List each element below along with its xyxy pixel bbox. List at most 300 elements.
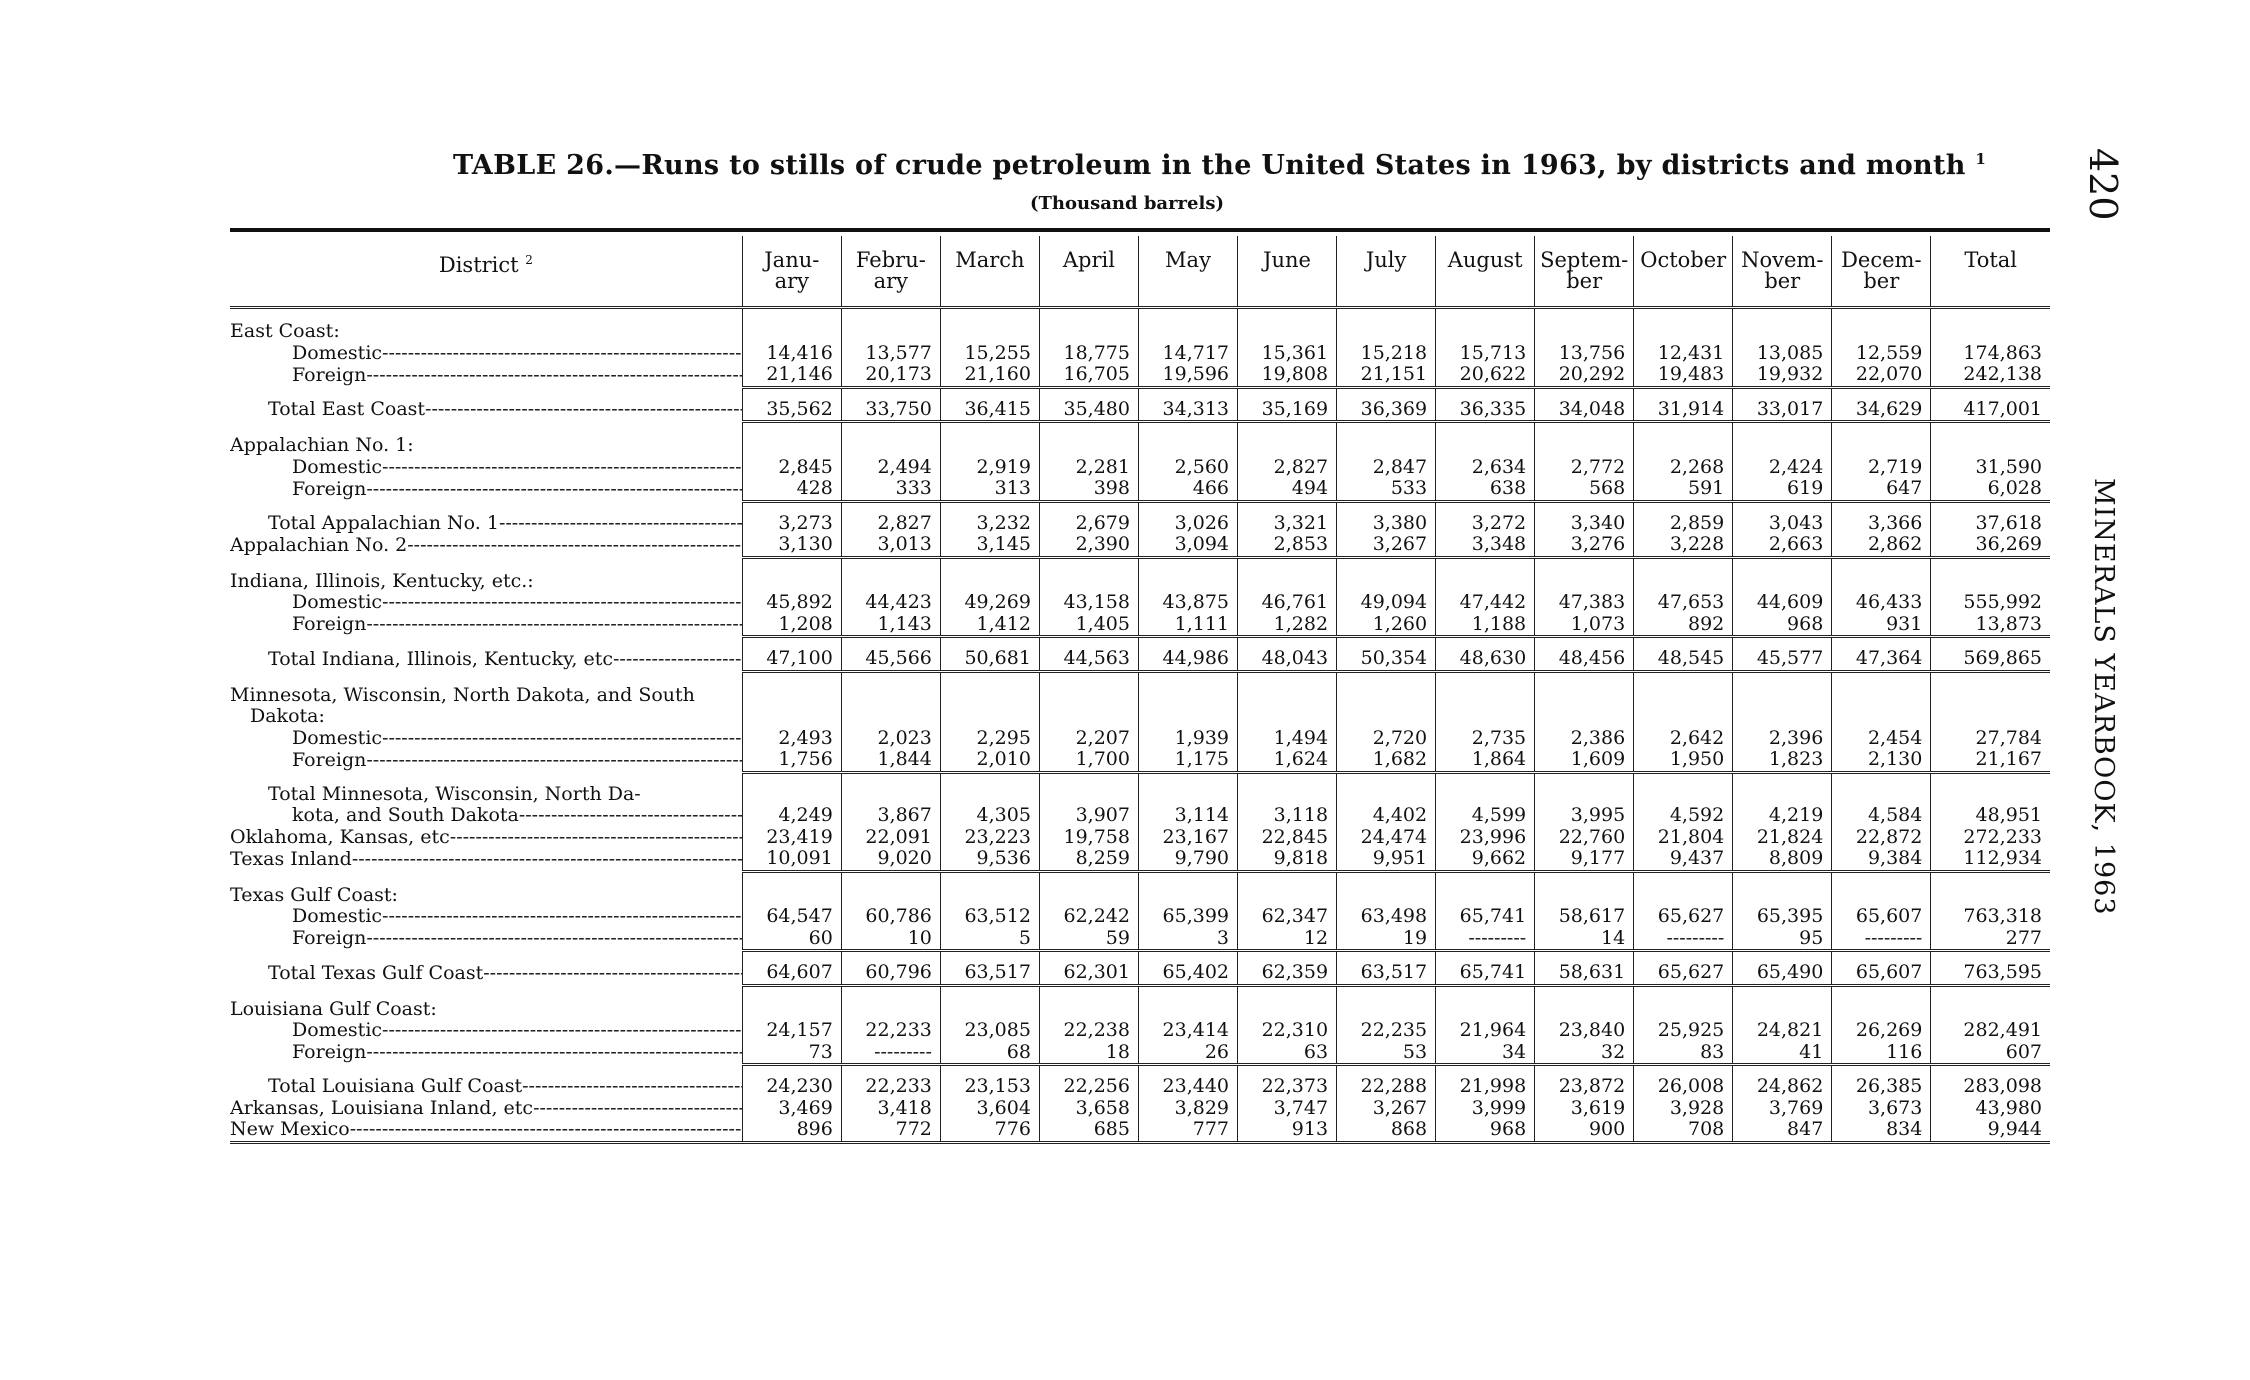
row-label: Total Appalachian No. 1 -----	[230, 513, 742, 535]
row-label: Domestic -----	[230, 457, 742, 479]
value-cell: 4,219	[1733, 805, 1832, 827]
empty-cell	[1436, 571, 1535, 593]
row-label: kota, and South Dakota -----	[230, 805, 742, 827]
value-cell: 22,070	[1832, 364, 1931, 387]
value-cell: 63,517	[1337, 962, 1436, 985]
value-cell: 26,008	[1634, 1076, 1733, 1098]
value-cell: 931	[1832, 614, 1931, 637]
total-cell: 277	[1931, 928, 2050, 951]
value-cell: 34,629	[1832, 399, 1931, 422]
total-cell: 282,491	[1931, 1020, 2050, 1042]
value-cell: 60,786	[841, 906, 940, 928]
empty-cell	[1535, 321, 1634, 343]
value-cell: 9,437	[1634, 848, 1733, 871]
value-cell: 3,267	[1337, 534, 1436, 557]
table-row	[230, 343, 2050, 365]
value-cell: 1,682	[1337, 749, 1436, 772]
value-cell: 24,230	[742, 1076, 841, 1098]
empty-cell	[1832, 685, 1931, 707]
value-cell: 868	[1337, 1119, 1436, 1142]
section-heading: Appalachian No. 1:	[230, 435, 414, 456]
empty-cell	[1733, 571, 1832, 593]
value-cell: 47,364	[1832, 648, 1931, 671]
value-cell: 3,769	[1733, 1098, 1832, 1120]
value-cell: 533	[1337, 478, 1436, 501]
value-cell: 3,380	[1337, 513, 1436, 535]
value-cell: 21,964	[1436, 1020, 1535, 1042]
section-heading-row	[230, 999, 2050, 1021]
value-cell: 9,662	[1436, 848, 1535, 871]
value-cell: 63,512	[940, 906, 1039, 928]
value-cell: 3,418	[841, 1098, 940, 1120]
value-cell: 23,223	[940, 827, 1039, 849]
empty-cell	[1535, 784, 1634, 806]
row-label: Foreign -----	[230, 478, 742, 501]
value-cell: 4,584	[1832, 805, 1931, 827]
value-cell: 21,824	[1733, 827, 1832, 849]
value-cell: 43,875	[1138, 592, 1237, 614]
value-cell: 9,818	[1238, 848, 1337, 871]
empty-cell	[940, 435, 1039, 457]
value-cell: 23,414	[1138, 1020, 1237, 1042]
value-cell: 44,563	[1039, 648, 1138, 671]
empty-cell	[1039, 999, 1138, 1021]
empty-cell	[1733, 321, 1832, 343]
section-heading-row	[230, 685, 2050, 707]
value-cell: 19	[1337, 928, 1436, 951]
value-cell: 13,577	[841, 343, 940, 365]
value-cell: 5	[940, 928, 1039, 951]
value-cell: 3,276	[1535, 534, 1634, 557]
value-cell: 3	[1138, 928, 1237, 951]
value-cell: 62,359	[1238, 962, 1337, 985]
empty-cell	[1634, 435, 1733, 457]
empty-cell	[1733, 435, 1832, 457]
header-june: June	[1238, 236, 1337, 308]
value-cell: ---------	[1832, 928, 1931, 951]
value-cell: 13,085	[1733, 343, 1832, 365]
value-cell: 3,145	[940, 534, 1039, 557]
value-cell: 22,760	[1535, 827, 1634, 849]
value-cell: 3,747	[1238, 1098, 1337, 1120]
value-cell: 18,775	[1039, 343, 1138, 365]
empty-cell	[742, 999, 841, 1021]
value-cell: 33,017	[1733, 399, 1832, 422]
value-cell: 3,114	[1138, 805, 1237, 827]
total-cell: 607	[1931, 1042, 2050, 1065]
empty-cell	[1436, 885, 1535, 907]
value-cell: 22,238	[1039, 1020, 1138, 1042]
table-row	[230, 749, 2050, 772]
value-cell: 22,091	[841, 827, 940, 849]
value-cell: 35,480	[1039, 399, 1138, 422]
value-cell: 41	[1733, 1042, 1832, 1065]
value-cell: 19,596	[1138, 364, 1237, 387]
value-cell: 772	[841, 1119, 940, 1142]
header-august: August	[1436, 236, 1535, 308]
empty-cell	[940, 321, 1039, 343]
value-cell: 428	[742, 478, 841, 501]
value-cell: 900	[1535, 1119, 1634, 1142]
row-label: Foreign -----	[230, 614, 742, 637]
value-cell: 23,167	[1138, 827, 1237, 849]
value-cell: 3,043	[1733, 513, 1832, 535]
empty-cell	[1832, 571, 1931, 593]
total-cell: 21,167	[1931, 749, 2050, 772]
value-cell: 65,607	[1832, 906, 1931, 928]
value-cell: 892	[1634, 614, 1733, 637]
value-cell: 22,256	[1039, 1076, 1138, 1098]
value-cell: 1,282	[1238, 614, 1337, 637]
empty-cell	[1039, 685, 1138, 707]
section-heading: Minnesota, Wisconsin, North Dakota, and South	[230, 684, 695, 706]
value-cell: 25,925	[1634, 1020, 1733, 1042]
value-cell: 21,151	[1337, 364, 1436, 387]
empty-cell	[1931, 685, 2050, 707]
value-cell: 1,143	[841, 614, 940, 637]
value-cell: 3,995	[1535, 805, 1634, 827]
value-cell: 2,130	[1832, 749, 1931, 772]
row-label: Total Louisiana Gulf Coast -----	[230, 1076, 742, 1098]
empty-cell	[742, 784, 841, 806]
value-cell: 44,423	[841, 592, 940, 614]
value-cell: 58,617	[1535, 906, 1634, 928]
subtotal-row	[230, 805, 2050, 827]
value-cell: 48,043	[1238, 648, 1337, 671]
row-label: Arkansas, Louisiana Inland, etc -----	[230, 1098, 742, 1120]
value-cell: 1,624	[1238, 749, 1337, 772]
value-cell: 3,232	[940, 513, 1039, 535]
value-cell: 2,207	[1039, 728, 1138, 750]
value-cell: 2,493	[742, 728, 841, 750]
total-cell: 283,098	[1931, 1076, 2050, 1098]
row-label: Total Texas Gulf Coast -----	[230, 962, 742, 985]
value-cell: 3,619	[1535, 1098, 1634, 1120]
value-cell: 23,996	[1436, 827, 1535, 849]
value-cell: 3,928	[1634, 1098, 1733, 1120]
table-row	[230, 827, 2050, 849]
row-label: Domestic -----	[230, 728, 742, 750]
value-cell: 8,259	[1039, 848, 1138, 871]
value-cell: 1,864	[1436, 749, 1535, 772]
header-july: July	[1337, 236, 1436, 308]
value-cell: 638	[1436, 478, 1535, 501]
value-cell: 3,469	[742, 1098, 841, 1120]
value-cell: 2,010	[940, 749, 1039, 772]
value-cell: 1,823	[1733, 749, 1832, 772]
value-cell: 2,663	[1733, 534, 1832, 557]
empty-cell	[1039, 706, 1138, 728]
value-cell: 64,547	[742, 906, 841, 928]
section-heading: Total Minnesota, Wisconsin, North Da-	[268, 783, 641, 805]
section-heading-row	[230, 571, 2050, 593]
value-cell: 16,705	[1039, 364, 1138, 387]
value-cell: 10	[841, 928, 940, 951]
total-cell: 417,001	[1931, 399, 2050, 422]
value-cell: 913	[1238, 1119, 1337, 1142]
value-cell: 63,498	[1337, 906, 1436, 928]
value-cell: ---------	[841, 1042, 940, 1065]
table-row	[230, 534, 2050, 557]
value-cell: 63	[1238, 1042, 1337, 1065]
empty-cell	[742, 435, 841, 457]
row-label: Foreign -----	[230, 1042, 742, 1065]
value-cell: 2,454	[1832, 728, 1931, 750]
total-cell: 763,595	[1931, 962, 2050, 985]
value-cell: 619	[1733, 478, 1832, 501]
value-cell: 3,273	[742, 513, 841, 535]
value-cell: 45,892	[742, 592, 841, 614]
empty-cell	[1436, 706, 1535, 728]
empty-cell	[1832, 321, 1931, 343]
value-cell: 4,402	[1337, 805, 1436, 827]
value-cell: 2,494	[841, 457, 940, 479]
table-row	[230, 1020, 2050, 1042]
empty-cell	[742, 885, 841, 907]
empty-cell	[841, 999, 940, 1021]
value-cell: 968	[1733, 614, 1832, 637]
header-january: Janu- ary	[742, 236, 841, 308]
row-label: Foreign -----	[230, 364, 742, 387]
empty-cell	[1337, 685, 1436, 707]
value-cell: ---------	[1634, 928, 1733, 951]
value-cell: 3,272	[1436, 513, 1535, 535]
empty-cell	[1436, 435, 1535, 457]
empty-cell	[742, 706, 841, 728]
value-cell: 19,932	[1733, 364, 1832, 387]
section-heading-row	[230, 706, 2050, 728]
value-cell: 2,023	[841, 728, 940, 750]
row-label: Appalachian No. 2 -----	[230, 534, 742, 557]
value-cell: 9,536	[940, 848, 1039, 871]
empty-cell	[1535, 571, 1634, 593]
empty-cell	[841, 685, 940, 707]
empty-cell	[1337, 706, 1436, 728]
value-cell: 53	[1337, 1042, 1436, 1065]
row-label: Total East Coast -----	[230, 399, 742, 422]
section-heading: Texas Gulf Coast:	[230, 884, 398, 906]
empty-cell	[1931, 435, 2050, 457]
value-cell: 4,249	[742, 805, 841, 827]
value-cell: 3,907	[1039, 805, 1138, 827]
value-cell: 313	[940, 478, 1039, 501]
value-cell: 3,658	[1039, 1098, 1138, 1120]
table-body	[230, 308, 2050, 1143]
empty-cell	[1436, 685, 1535, 707]
value-cell: 1,175	[1138, 749, 1237, 772]
empty-cell	[940, 885, 1039, 907]
value-cell: 494	[1238, 478, 1337, 501]
value-cell: 23,085	[940, 1020, 1039, 1042]
total-cell: 6,028	[1931, 478, 2050, 501]
value-cell: 43,158	[1039, 592, 1138, 614]
value-cell: 19,758	[1039, 827, 1138, 849]
total-cell: 27,784	[1931, 728, 2050, 750]
empty-cell	[1238, 435, 1337, 457]
table-row	[230, 457, 2050, 479]
value-cell: 47,442	[1436, 592, 1535, 614]
empty-cell	[940, 571, 1039, 593]
value-cell: 35,562	[742, 399, 841, 422]
table-row	[230, 1119, 2050, 1142]
total-cell: 272,233	[1931, 827, 2050, 849]
value-cell: 10,091	[742, 848, 841, 871]
value-cell: 2,772	[1535, 457, 1634, 479]
section-heading: Indiana, Illinois, Kentucky, etc.:	[230, 570, 534, 592]
empty-cell	[1733, 885, 1832, 907]
empty-cell	[1634, 706, 1733, 728]
value-cell: 44,986	[1138, 648, 1237, 671]
empty-cell	[1337, 321, 1436, 343]
value-cell: 65,395	[1733, 906, 1832, 928]
value-cell: 49,094	[1337, 592, 1436, 614]
value-cell: 21,146	[742, 364, 841, 387]
value-cell: 2,845	[742, 457, 841, 479]
value-cell: 2,862	[1832, 534, 1931, 557]
value-cell: 22,845	[1238, 827, 1337, 849]
header-march: March	[940, 236, 1039, 308]
empty-cell	[1138, 706, 1237, 728]
value-cell: 3,013	[841, 534, 940, 557]
value-cell: 23,872	[1535, 1076, 1634, 1098]
value-cell: 33,750	[841, 399, 940, 422]
value-cell: 685	[1039, 1119, 1138, 1142]
value-cell: 847	[1733, 1119, 1832, 1142]
value-cell: 647	[1832, 478, 1931, 501]
value-cell: 32	[1535, 1042, 1634, 1065]
value-cell: 2,295	[940, 728, 1039, 750]
value-cell: 3,999	[1436, 1098, 1535, 1120]
empty-cell	[1039, 435, 1138, 457]
runs-to-stills-table	[230, 236, 2050, 1144]
total-cell: 555,992	[1931, 592, 2050, 614]
value-cell: 2,853	[1238, 534, 1337, 557]
empty-cell	[1337, 999, 1436, 1021]
value-cell: 26,385	[1832, 1076, 1931, 1098]
empty-cell	[1337, 784, 1436, 806]
value-cell: 22,288	[1337, 1076, 1436, 1098]
total-cell: 37,618	[1931, 513, 2050, 535]
section-heading-row	[230, 321, 2050, 343]
empty-cell	[1733, 784, 1832, 806]
value-cell: 48,630	[1436, 648, 1535, 671]
value-cell: 9,790	[1138, 848, 1237, 871]
value-cell: 3,673	[1832, 1098, 1931, 1120]
subtotal-row	[230, 513, 2050, 535]
value-cell: 58,631	[1535, 962, 1634, 985]
value-cell: 9,020	[841, 848, 940, 871]
value-cell: 23,153	[940, 1076, 1039, 1098]
value-cell: 3,321	[1238, 513, 1337, 535]
value-cell: 12,559	[1832, 343, 1931, 365]
row-label: New Mexico -----	[230, 1119, 742, 1142]
value-cell: 59	[1039, 928, 1138, 951]
row-label: Foreign -----	[230, 749, 742, 772]
value-cell: ---------	[1436, 928, 1535, 951]
value-cell: 591	[1634, 478, 1733, 501]
value-cell: 47,383	[1535, 592, 1634, 614]
empty-cell	[1634, 321, 1733, 343]
empty-cell	[1832, 999, 1931, 1021]
table-row	[230, 848, 2050, 871]
empty-cell	[1634, 685, 1733, 707]
value-cell: 398	[1039, 478, 1138, 501]
value-cell: 3,118	[1238, 805, 1337, 827]
empty-cell	[1138, 685, 1237, 707]
value-cell: 22,872	[1832, 827, 1931, 849]
section-heading: Louisiana Gulf Coast:	[230, 998, 437, 1020]
empty-cell	[1634, 571, 1733, 593]
empty-cell	[742, 685, 841, 707]
value-cell: 2,424	[1733, 457, 1832, 479]
empty-cell	[1535, 685, 1634, 707]
total-cell: 112,934	[1931, 848, 2050, 871]
value-cell: 68	[940, 1042, 1039, 1065]
value-cell: 3,867	[841, 805, 940, 827]
empty-cell	[1931, 999, 2050, 1021]
value-cell: 14	[1535, 928, 1634, 951]
value-cell: 65,741	[1436, 906, 1535, 928]
empty-cell	[841, 321, 940, 343]
value-cell: 15,255	[940, 343, 1039, 365]
value-cell: 73	[742, 1042, 841, 1065]
empty-cell	[1337, 571, 1436, 593]
row-label: Oklahoma, Kansas, etc -----	[230, 827, 742, 849]
value-cell: 20,173	[841, 364, 940, 387]
value-cell: 15,713	[1436, 343, 1535, 365]
value-cell: 4,599	[1436, 805, 1535, 827]
value-cell: 36,415	[940, 399, 1039, 422]
value-cell: 21,160	[940, 364, 1039, 387]
empty-cell	[1931, 571, 2050, 593]
value-cell: 1,756	[742, 749, 841, 772]
empty-cell	[1634, 885, 1733, 907]
empty-cell	[1138, 571, 1237, 593]
value-cell: 2,390	[1039, 534, 1138, 557]
section-heading-row	[230, 885, 2050, 907]
value-cell: 2,859	[1634, 513, 1733, 535]
subtotal-row	[230, 648, 2050, 671]
value-cell: 45,566	[841, 648, 940, 671]
empty-cell	[1138, 885, 1237, 907]
value-cell: 23,840	[1535, 1020, 1634, 1042]
total-cell: 569,865	[1931, 648, 2050, 671]
value-cell: 777	[1138, 1119, 1237, 1142]
value-cell: 46,761	[1238, 592, 1337, 614]
empty-cell	[841, 435, 940, 457]
total-cell: 763,318	[1931, 906, 2050, 928]
subtotal-row	[230, 399, 2050, 422]
value-cell: 47,653	[1634, 592, 1733, 614]
empty-cell	[841, 571, 940, 593]
value-cell: 65,399	[1138, 906, 1237, 928]
empty-cell	[841, 885, 940, 907]
section-heading-row	[230, 784, 2050, 806]
value-cell: 1,208	[742, 614, 841, 637]
value-cell: 3,829	[1138, 1098, 1237, 1120]
value-cell: 2,642	[1634, 728, 1733, 750]
empty-cell	[1832, 885, 1931, 907]
value-cell: 896	[742, 1119, 841, 1142]
table-row	[230, 592, 2050, 614]
empty-cell	[841, 706, 940, 728]
empty-cell	[841, 784, 940, 806]
empty-cell	[1733, 706, 1832, 728]
empty-cell	[1634, 784, 1733, 806]
value-cell: 1,844	[841, 749, 940, 772]
value-cell: 65,402	[1138, 962, 1237, 985]
value-cell: 46,433	[1832, 592, 1931, 614]
